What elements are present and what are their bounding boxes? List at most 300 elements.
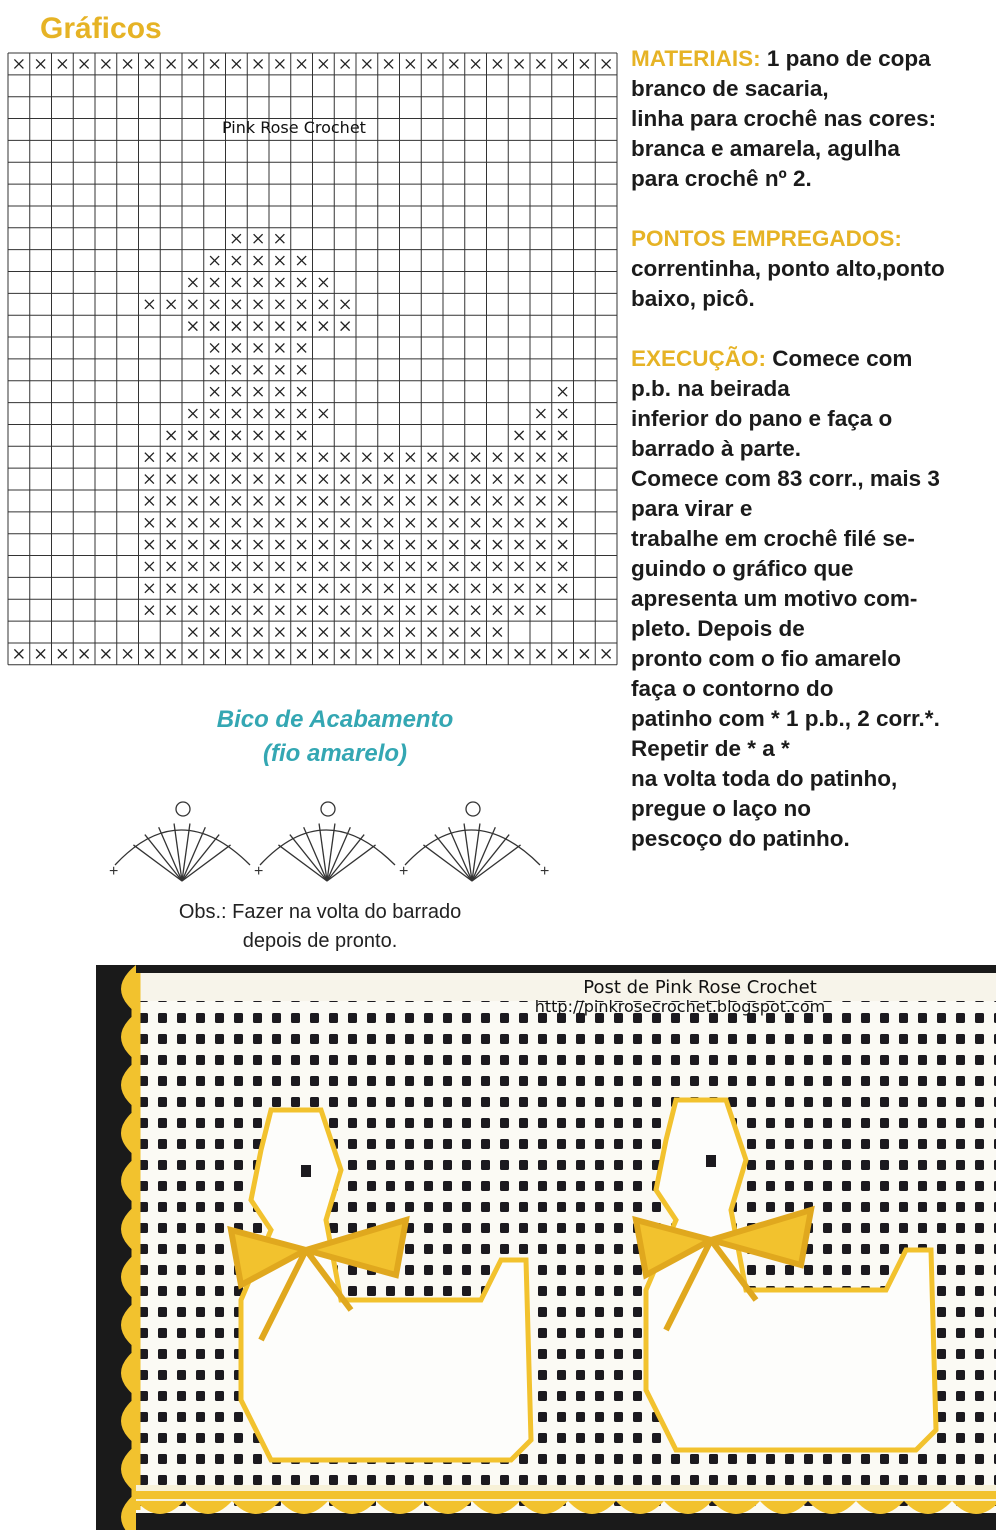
chart-cross — [449, 518, 458, 527]
chart-cross — [297, 322, 306, 331]
chart-cross — [210, 649, 219, 658]
edging-plus: + — [540, 863, 550, 880]
chart-cross — [406, 496, 415, 505]
chart-cross — [384, 518, 393, 527]
materiais-line: linha para crochê nas cores: — [631, 106, 937, 131]
chart-cross — [471, 562, 480, 571]
chart-cross — [145, 475, 154, 484]
chart-cross — [493, 496, 502, 505]
chart-cross — [167, 540, 176, 549]
chart-cross — [297, 256, 306, 265]
chart-cross — [58, 649, 67, 658]
chart-cross — [275, 649, 284, 658]
chart-cross — [319, 322, 328, 331]
chart-cross — [232, 278, 241, 287]
chart-cross — [232, 453, 241, 462]
crochet-photo — [96, 965, 996, 1530]
chart-cross — [210, 59, 219, 68]
chart-cross — [384, 453, 393, 462]
chart-cross — [558, 475, 567, 484]
chart-cross — [275, 256, 284, 265]
chart-cross — [536, 518, 545, 527]
chart-cross — [493, 562, 502, 571]
chart-cross — [14, 649, 23, 658]
chart-cross — [188, 431, 197, 440]
chart-cross — [319, 584, 328, 593]
chart-cross — [297, 278, 306, 287]
chart-cross — [188, 59, 197, 68]
chart-cross — [558, 431, 567, 440]
execucao-line: na volta toda do patinho, — [631, 766, 898, 791]
materiais-line: 1 pano de copa — [766, 46, 931, 71]
chart-cross — [341, 518, 350, 527]
chart-cross — [36, 59, 45, 68]
chart-cross — [145, 606, 154, 615]
chart-cross — [80, 649, 89, 658]
chart-cross — [471, 475, 480, 484]
chart-cross — [275, 431, 284, 440]
edging-fan — [109, 802, 250, 881]
chart-cross — [471, 59, 480, 68]
chart-cross — [58, 59, 67, 68]
execucao-line: guindo o gráfico que — [631, 556, 854, 581]
chart-cross — [188, 300, 197, 309]
materiais-heading: MATERIAIS: — [631, 46, 761, 71]
chart-cross — [428, 628, 437, 637]
chart-cross — [362, 59, 371, 68]
chart-cross — [341, 540, 350, 549]
chart-cross — [254, 540, 263, 549]
chart-cross — [145, 562, 154, 571]
chart-cross — [449, 475, 458, 484]
chart-cross — [36, 649, 45, 658]
chart-cross — [515, 606, 524, 615]
chart-cross — [428, 496, 437, 505]
page-title: Gráficos — [40, 12, 162, 45]
chart-cross — [254, 387, 263, 396]
chart-cross — [167, 59, 176, 68]
chart-cross — [319, 453, 328, 462]
chart-cross — [254, 453, 263, 462]
execucao-line: Comece com 83 corr., mais 3 — [631, 466, 940, 491]
chart-cross — [319, 628, 328, 637]
chart-cross — [384, 584, 393, 593]
chart-cross — [362, 453, 371, 462]
chart-cross — [275, 606, 284, 615]
chart-cross — [14, 59, 23, 68]
chart-cross — [145, 584, 154, 593]
chart-cross — [297, 300, 306, 309]
chart-cross — [536, 562, 545, 571]
chart-cross — [362, 628, 371, 637]
chart-cross — [188, 649, 197, 658]
chart-cross — [188, 278, 197, 287]
chart-cross — [406, 453, 415, 462]
chart-cross — [167, 431, 176, 440]
chart-cross — [602, 649, 611, 658]
chart-cross — [254, 234, 263, 243]
chart-cross — [406, 584, 415, 593]
edging-fan — [254, 802, 395, 881]
chart-cross — [254, 300, 263, 309]
chart-cross — [101, 59, 110, 68]
chart-cross — [449, 496, 458, 505]
chart-cross — [145, 453, 154, 462]
chart-cross — [536, 496, 545, 505]
pontos-heading: PONTOS EMPREGADOS: — [631, 226, 902, 251]
chart-cross — [254, 475, 263, 484]
chart-cross — [515, 540, 524, 549]
chart-cross — [515, 431, 524, 440]
chart-cross — [167, 518, 176, 527]
chart-cross — [297, 365, 306, 374]
chart-cross — [319, 278, 328, 287]
chart-cross — [558, 453, 567, 462]
chart-cross — [145, 540, 154, 549]
chart-cross — [210, 256, 219, 265]
chart-cross — [167, 496, 176, 505]
chart-cross — [449, 453, 458, 462]
chart-cross — [210, 409, 219, 418]
chart-cross — [188, 518, 197, 527]
chart-grid — [8, 53, 617, 665]
execucao-line: p.b. na beirada — [631, 376, 790, 401]
chart-cross — [493, 540, 502, 549]
chart-cross — [449, 562, 458, 571]
chart-cross — [341, 496, 350, 505]
chart-cross — [449, 606, 458, 615]
chart-cross — [275, 540, 284, 549]
chart-cross — [297, 562, 306, 571]
chart-cross — [297, 343, 306, 352]
chart-cross — [254, 562, 263, 571]
chart-cross — [471, 606, 480, 615]
chart-cross — [210, 387, 219, 396]
chart-cross — [362, 606, 371, 615]
chart-cross — [232, 518, 241, 527]
chart-cross — [341, 300, 350, 309]
chart-cross — [232, 234, 241, 243]
execucao-line: pregue o laço no — [631, 796, 812, 821]
chart-cross — [536, 540, 545, 549]
chart-cross — [362, 518, 371, 527]
chart-cross — [428, 606, 437, 615]
chart-cross — [341, 584, 350, 593]
chart-cross — [558, 562, 567, 571]
chart-cross — [210, 562, 219, 571]
chart-cross — [515, 59, 524, 68]
chart-cross — [297, 387, 306, 396]
chart-cross — [275, 562, 284, 571]
chart-cross — [297, 649, 306, 658]
chart-cross — [602, 59, 611, 68]
chart-cross — [167, 562, 176, 571]
chart-cross — [406, 540, 415, 549]
chart-cross — [428, 453, 437, 462]
chart-cross — [428, 475, 437, 484]
chart-cross — [493, 475, 502, 484]
chart-cross — [232, 649, 241, 658]
execucao-line: pleto. Depois de — [631, 616, 805, 641]
chart-cross — [362, 475, 371, 484]
chart-cross — [493, 518, 502, 527]
chart-cross — [471, 518, 480, 527]
chart-cross — [275, 234, 284, 243]
chart-cross — [428, 540, 437, 549]
execucao-line: inferior do pano e faça o — [631, 406, 893, 431]
chart-cross — [558, 496, 567, 505]
chart-cross — [536, 409, 545, 418]
chart-cross — [275, 387, 284, 396]
chart-cross — [362, 584, 371, 593]
chart-cross — [297, 540, 306, 549]
chart-cross — [384, 496, 393, 505]
chart-cross — [210, 606, 219, 615]
chart-cross — [406, 649, 415, 658]
chart-cross — [449, 628, 458, 637]
chart-cross — [254, 649, 263, 658]
chart-cross — [275, 518, 284, 527]
chart-cross — [341, 322, 350, 331]
chart-cross — [167, 649, 176, 658]
chart-cross — [536, 606, 545, 615]
chart-cross — [232, 322, 241, 331]
chart-cross — [341, 562, 350, 571]
chart-cross — [384, 59, 393, 68]
chart-cross — [254, 584, 263, 593]
chart-cross — [275, 59, 284, 68]
chart-cross — [232, 59, 241, 68]
chart-cross — [319, 540, 328, 549]
chart-cross — [232, 540, 241, 549]
chart-cross — [384, 628, 393, 637]
chart-cross — [188, 562, 197, 571]
chart-cross — [254, 628, 263, 637]
chart-cross — [515, 518, 524, 527]
chart-cross — [210, 540, 219, 549]
chart-cross — [493, 628, 502, 637]
obs-line: depois de pronto. — [242, 930, 398, 952]
chart-cross — [145, 649, 154, 658]
chart-cross — [297, 584, 306, 593]
chart-cross — [254, 365, 263, 374]
execucao-line: patinho com * 1 p.b., 2 corr.*. — [631, 706, 940, 731]
chart-cross — [319, 475, 328, 484]
chart-cross — [145, 518, 154, 527]
execucao-line: barrado à parte. — [631, 436, 802, 461]
chart-cross — [362, 562, 371, 571]
chart-cross — [493, 584, 502, 593]
chart-cross — [232, 365, 241, 374]
chart-cross — [254, 59, 263, 68]
chart-cross — [341, 59, 350, 68]
chart-cross — [536, 584, 545, 593]
chart-cross — [210, 431, 219, 440]
chart-cross — [536, 59, 545, 68]
chart-cross — [254, 496, 263, 505]
chart-cross — [515, 584, 524, 593]
chart-cross — [515, 562, 524, 571]
chart-cross — [188, 409, 197, 418]
chart-cross — [471, 453, 480, 462]
chart-cross — [406, 475, 415, 484]
chart-cross — [145, 59, 154, 68]
chart-cross — [188, 496, 197, 505]
chart-cross — [558, 59, 567, 68]
chart-cross — [471, 628, 480, 637]
chart-cross — [188, 453, 197, 462]
chart-cross — [493, 59, 502, 68]
chart-cross — [536, 475, 545, 484]
chart-cross — [384, 562, 393, 571]
chart-watermark: Pink Rose Crochet — [222, 118, 366, 137]
photo-caption: Post de Pink Rose Crochet — [583, 977, 817, 998]
chart-cross — [232, 628, 241, 637]
chart-cross — [232, 431, 241, 440]
chart-cross — [319, 649, 328, 658]
chart-cross — [297, 628, 306, 637]
execucao-line: trabalhe em crochê filé se- — [631, 526, 915, 551]
chart-cross — [471, 540, 480, 549]
chart-cross — [319, 300, 328, 309]
chart-cross — [493, 649, 502, 658]
chart-cross — [210, 300, 219, 309]
chart-cross — [558, 540, 567, 549]
chart-cross — [384, 649, 393, 658]
svg-text:+: + — [399, 863, 409, 880]
chart-cross — [254, 256, 263, 265]
chart-cross — [275, 343, 284, 352]
chart-cross — [449, 584, 458, 593]
chart-cross — [232, 496, 241, 505]
materiais-line: branco de sacaria, — [631, 76, 829, 101]
edging-diagram — [100, 795, 570, 905]
chart-cross — [319, 606, 328, 615]
chart-cross — [123, 649, 132, 658]
chart-cross — [449, 649, 458, 658]
chart-cross — [210, 518, 219, 527]
chart-cross — [145, 300, 154, 309]
chart-cross — [384, 475, 393, 484]
chart-cross — [254, 278, 263, 287]
chart-cross — [515, 453, 524, 462]
execucao-line: Comece com — [772, 346, 913, 371]
chart-cross — [145, 496, 154, 505]
chart-cross — [297, 431, 306, 440]
chart-cross — [232, 475, 241, 484]
chart-cross — [558, 584, 567, 593]
chart-cross — [362, 540, 371, 549]
chart-cross — [428, 584, 437, 593]
chart-cross — [167, 475, 176, 484]
chart-cross — [254, 606, 263, 615]
obs-note — [120, 898, 520, 956]
chart-cross — [406, 562, 415, 571]
chart-cross — [275, 322, 284, 331]
chart-cross — [210, 628, 219, 637]
chart-cross — [406, 59, 415, 68]
obs-line: Obs.: Fazer na volta do barrado — [178, 901, 462, 923]
chart-cross — [275, 453, 284, 462]
execucao-line: Repetir de * a * — [631, 736, 790, 761]
chart-cross — [384, 606, 393, 615]
chart-cross — [232, 409, 241, 418]
chart-cross — [232, 256, 241, 265]
chart-cross — [406, 606, 415, 615]
chart-cross — [254, 518, 263, 527]
chart-cross — [341, 649, 350, 658]
chart-cross — [254, 343, 263, 352]
chart-cross — [210, 365, 219, 374]
chart-cross — [515, 649, 524, 658]
chart-cross — [384, 540, 393, 549]
chart-cross — [449, 59, 458, 68]
chart-cross — [275, 409, 284, 418]
chart-cross — [515, 496, 524, 505]
chart-cross — [188, 628, 197, 637]
chart-cross — [297, 59, 306, 68]
pontos-line: correntinha, ponto alto,ponto — [631, 256, 945, 281]
chart-cross — [536, 431, 545, 440]
execucao-heading: EXECUÇÃO: — [631, 346, 767, 371]
chart-cross — [232, 606, 241, 615]
chart-cross — [232, 387, 241, 396]
chart-cross — [210, 453, 219, 462]
bico-subtitle-line: (fio amarelo) — [262, 740, 408, 767]
chart-cross — [123, 59, 132, 68]
chart-cross — [362, 649, 371, 658]
execucao-line: apresenta um motivo com- — [631, 586, 918, 611]
chart-cross — [210, 496, 219, 505]
chart-cross — [210, 475, 219, 484]
chart-cross — [275, 278, 284, 287]
chart-cross — [297, 453, 306, 462]
chart-cross — [210, 322, 219, 331]
chart-cross — [471, 584, 480, 593]
bico-title-line: Bico de Acabamento — [216, 706, 454, 733]
chart-cross — [210, 343, 219, 352]
chart-cross — [580, 649, 589, 658]
execucao-line: faça o contorno do — [631, 676, 834, 701]
chart-cross — [188, 606, 197, 615]
materiais-section — [631, 44, 991, 194]
chart-cross — [536, 649, 545, 658]
chart-cross — [362, 496, 371, 505]
chart-cross — [297, 475, 306, 484]
chart-cross — [319, 518, 328, 527]
execucao-line: pronto com o fio amarelo — [631, 646, 902, 671]
chart-cross — [101, 649, 110, 658]
chart-cross — [558, 649, 567, 658]
chart-cross — [188, 540, 197, 549]
chart-cross — [428, 59, 437, 68]
chart-cross — [297, 496, 306, 505]
materiais-line: para crochê nº 2. — [631, 166, 812, 191]
chart-cross — [319, 59, 328, 68]
chart-cross — [188, 322, 197, 331]
chart-cross — [210, 278, 219, 287]
chart-cross — [275, 475, 284, 484]
chart-cross — [188, 475, 197, 484]
chart-cross — [254, 409, 263, 418]
chart-cross — [275, 628, 284, 637]
bico-title — [160, 703, 510, 771]
chart-cross — [580, 59, 589, 68]
filet-chart — [0, 0, 620, 670]
chart-cross — [167, 300, 176, 309]
chart-cross — [232, 343, 241, 352]
execucao-line: para virar e — [631, 496, 753, 521]
